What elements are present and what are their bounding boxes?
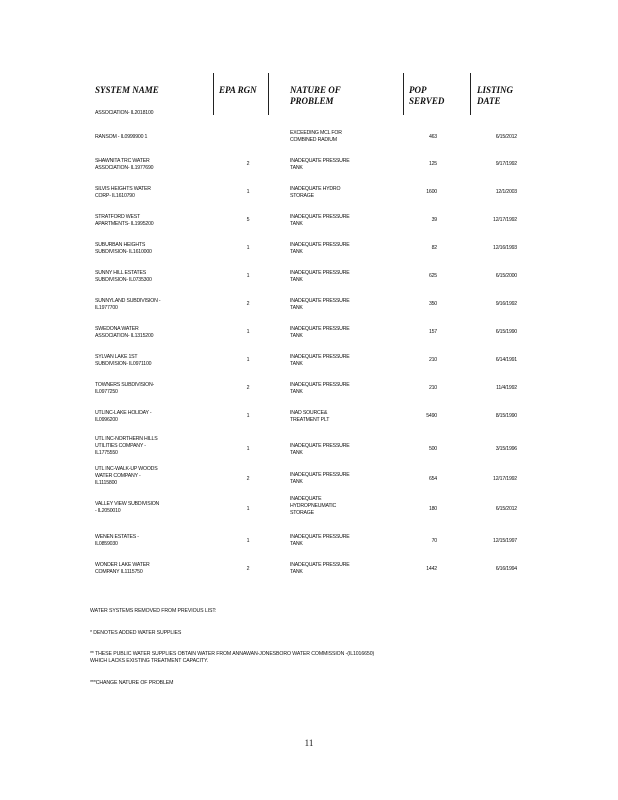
listing-date: 12/1/2003: [495, 189, 517, 195]
problem-line: COMBINED RADIUM: [290, 137, 337, 143]
problem-line: STORAGE: [290, 510, 314, 516]
epa-region: 5: [246, 217, 250, 223]
problem-line: INADEQUATE: [290, 496, 322, 502]
listing-date: 6/15/1990: [495, 329, 517, 335]
epa-region: 1: [246, 273, 250, 279]
system-name: WONDER LAKE WATER: [95, 562, 150, 568]
column-divider: [470, 73, 471, 115]
problem-line: TREATMENT PLT: [290, 417, 330, 423]
epa-region: 1: [246, 413, 250, 419]
listing-date: 6/14/1991: [495, 357, 517, 363]
pop-served: 654: [428, 476, 437, 482]
problem-line: TANK: [290, 221, 303, 227]
pop-served: 5490: [426, 413, 437, 419]
problem-line: INADEQUATE PRESSURE: [290, 270, 350, 276]
listing-date: 12/17/1992: [493, 217, 517, 223]
column-divider: [213, 73, 214, 115]
page-number: 11: [304, 738, 314, 748]
problem-line: INADEQUATE PRESSURE: [290, 242, 350, 248]
header-pop: POP: [409, 85, 427, 95]
pop-served: 157: [428, 329, 437, 335]
epa-region: 1: [246, 245, 250, 251]
header-date: DATE: [477, 96, 501, 106]
system-name: UTL INC-NORTHERN HILLS: [95, 436, 158, 442]
system-name: RANSOM - IL0999900 1: [95, 134, 148, 140]
epa-region: 1: [246, 189, 250, 195]
listing-date: 9/16/1992: [495, 301, 517, 307]
column-divider: [403, 73, 404, 115]
system-id: SUBDIVISION- IL0735300: [95, 277, 152, 283]
problem-line: INADEQUATE PRESSURE: [290, 298, 350, 304]
listing-date: 12/15/1997: [493, 538, 517, 544]
pop-served: 463: [428, 134, 437, 140]
listing-date: 8/15/1990: [495, 413, 517, 419]
system-name: TOWNERS SUBDIVISION-: [95, 382, 155, 388]
system-id: IL1775550: [95, 450, 118, 456]
header-nature-of: NATURE OF: [290, 85, 341, 95]
system-name: VALLEY VIEW SUBDIVISION: [95, 501, 160, 507]
system-name: SUNNYLAND SUBDIVISION -: [95, 298, 161, 304]
problem-line: INADEQUATE PRESSURE: [290, 354, 350, 360]
problem-line: TANK: [290, 569, 303, 575]
system-name: UTLINC-LAKE HOLIDAY -: [95, 410, 152, 416]
problem-line: INAD SOURCE&: [290, 410, 328, 416]
system-id: IL1977700: [95, 305, 118, 311]
problem-line: INADEQUATE PRESSURE: [290, 562, 350, 568]
problem-line: INADEQUATE PRESSURE: [290, 534, 350, 540]
system-name: WATER COMPANY -: [95, 473, 141, 479]
epa-region: 2: [246, 566, 250, 572]
epa-region: 1: [246, 329, 250, 335]
problem-line: EXCEEDING MCL FOR: [290, 130, 342, 136]
listing-date: 12/17/1992: [493, 476, 517, 482]
system-id: SUBDIVISION- IL0971100: [95, 361, 152, 367]
system-id: ASSOCIATION- IL1315200: [95, 333, 154, 339]
pop-served: 125: [428, 161, 437, 167]
epa-region: 2: [246, 161, 250, 167]
pop-served: 1442: [426, 566, 437, 572]
system-name: SHAWNITA TRC WATER: [95, 158, 150, 164]
problem-line: TANK: [290, 361, 303, 367]
problem-line: INADEQUATE HYDRO: [290, 186, 341, 192]
listing-date: 6/16/1994: [495, 566, 517, 572]
problem-line: HYDROPNEUMATIC: [290, 503, 337, 509]
system-id: APARTMENTS- IL1995200: [95, 221, 154, 227]
pop-served: 70: [431, 538, 437, 544]
column-divider: [268, 73, 269, 115]
epa-region: 2: [246, 476, 250, 482]
system-id: - IL2050010: [95, 508, 121, 514]
pop-served: 625: [428, 273, 437, 279]
header-epa-rgn: EPA RGN: [219, 85, 257, 95]
epa-region: 1: [246, 538, 250, 544]
system-name: SWEDONA WATER: [95, 326, 139, 332]
change-of-problem-note: ***CHANGE NATURE OF PROBLEM: [90, 680, 174, 686]
pop-served: 180: [428, 506, 437, 512]
system-id: IL0977250: [95, 389, 118, 395]
system-name: SILVIS HEIGHTS WATER: [95, 186, 151, 192]
problem-line: INADEQUATE PRESSURE: [290, 214, 350, 220]
problem-line: TANK: [290, 541, 303, 547]
header-served: SERVED: [409, 96, 445, 106]
problem-line: TANK: [290, 450, 303, 456]
pop-served: 82: [431, 245, 437, 251]
problem-line: TANK: [290, 165, 303, 171]
listing-date: 3/15/1996: [495, 446, 517, 452]
system-name: SYLVAN LAKE 1ST: [95, 354, 138, 360]
system-name: STRATFORD WEST: [95, 214, 140, 220]
system-id: CORP- IL1610790: [95, 193, 135, 199]
problem-line: TANK: [290, 479, 303, 485]
system-id: SUBDIVISION- IL1610000: [95, 249, 152, 255]
header-problem: PROBLEM: [290, 96, 334, 106]
problem-line: TANK: [290, 389, 303, 395]
problem-line: TANK: [290, 249, 303, 255]
system-name: UTL INC-WALK-UP WOODS: [95, 466, 158, 472]
problem-line: STORAGE: [290, 193, 314, 199]
pop-served: 39: [431, 217, 437, 223]
system-id: IL0996200: [95, 417, 118, 423]
problem-line: INADEQUATE PRESSURE: [290, 382, 350, 388]
listing-date: 6/15/2012: [495, 134, 517, 140]
epa-region: 1: [246, 446, 250, 452]
epa-region: 1: [246, 357, 250, 363]
system-name: SUNNY HILL ESTATES: [95, 270, 146, 276]
problem-line: INADEQUATE PRESSURE: [290, 326, 350, 332]
pop-served: 210: [428, 357, 437, 363]
system-name: WENEN ESTATES -: [95, 534, 139, 540]
header-listing: LISTING: [477, 85, 514, 95]
added-supplies-note: * DENOTES ADDED WATER SUPPLIES: [90, 630, 182, 636]
continued-system-fragment: ASSOCIATION- IL2018100: [95, 110, 154, 116]
problem-line: INADEQUATE PRESSURE: [290, 443, 350, 449]
listing-date: 12/16/1993: [493, 245, 517, 251]
system-id: IL0859030: [95, 541, 118, 547]
header-system-name: SYSTEM NAME: [95, 85, 159, 95]
pop-served: 1600: [426, 189, 437, 195]
system-name: SUBURBAN HEIGHTS: [95, 242, 146, 248]
removed-systems-heading: WATER SYSTEMS REMOVED FROM PREVIOUS LIST:: [90, 608, 217, 614]
problem-line: TANK: [290, 333, 303, 339]
system-id: ASSOCIATION- IL1977690: [95, 165, 154, 171]
problem-line: TANK: [290, 277, 303, 283]
listing-date: 11/4/1992: [496, 385, 517, 391]
problem-line: TANK: [290, 305, 303, 311]
pop-served: 210: [428, 385, 437, 391]
epa-region: 2: [246, 385, 250, 391]
epa-region: 1: [246, 506, 250, 512]
pop-served: 500: [428, 446, 437, 452]
purchased-water-note: ** THESE PUBLIC WATER SUPPLIES OBTAIN WATER FROM ANNAWAN-JONESBORO WATER COMMISSION -(IL1016650): [90, 651, 375, 657]
pop-served: 350: [428, 301, 437, 307]
purchased-water-note-continued: WHICH LACKS EXISTING TREATMENT CAPACITY.: [90, 658, 209, 664]
problem-line: INADEQUATE PRESSURE: [290, 158, 350, 164]
system-id: COMPANY IL1115750: [95, 569, 143, 575]
listing-date: 6/15/2012: [495, 506, 517, 512]
listing-date: 6/15/2000: [495, 273, 517, 279]
problem-line: INADEQUATE PRESSURE: [290, 472, 350, 478]
system-id: IL1115800: [95, 480, 117, 486]
listing-date: 9/17/1992: [495, 161, 517, 167]
system-name: UTILITIES COMPANY -: [95, 443, 146, 449]
epa-region: 2: [246, 301, 250, 307]
